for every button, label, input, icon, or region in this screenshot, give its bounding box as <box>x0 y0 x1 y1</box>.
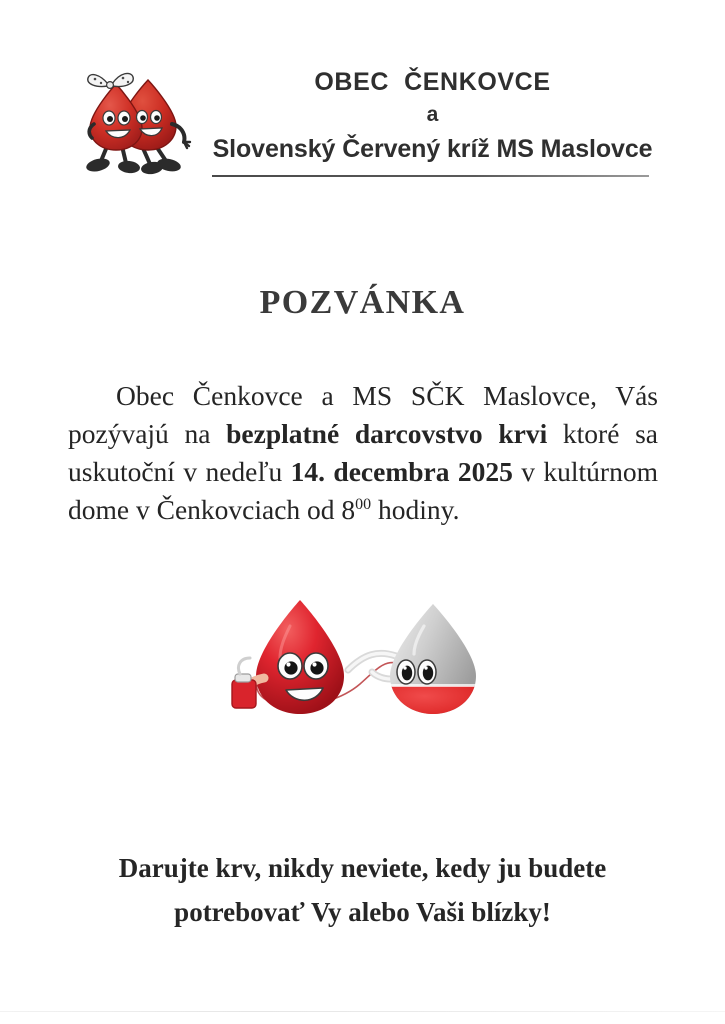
header-title-block <box>205 66 660 165</box>
body-segment-activity: bezplatné darcovstvo krvi <box>226 418 548 449</box>
red-blood-drop-donor-icon <box>232 600 344 714</box>
organization-name-village: OBEC ČENKOVCE <box>314 68 551 96</box>
body-segment-connector: ktoré sa uskutoční v nedeľu <box>68 418 658 487</box>
body-segment-intro: Obec Čenkovce a MS SČK Maslovce, Vás pozývajú na <box>68 380 658 449</box>
grey-blood-drop-recipient-icon <box>386 604 482 720</box>
body-segment-time-minutes: 00 <box>355 495 372 513</box>
donation-slogan <box>55 846 670 934</box>
bow-icon <box>88 73 133 88</box>
document-header <box>0 58 725 193</box>
two-blood-drop-mascots-logo <box>68 60 198 185</box>
blood-donation-drops-illustration <box>228 592 503 727</box>
scan-edge-line <box>0 1011 725 1012</box>
slogan-line-2: potrebovať Vy alebo Vaši blízky! <box>174 897 551 927</box>
organization-name-red-cross: Slovenský Červený kríž MS Maslovce <box>212 135 653 163</box>
invitation-body <box>68 377 658 529</box>
page-title: POZVÁNKA <box>259 284 466 321</box>
body-segment-date: 14. decembra 2025 <box>290 456 513 487</box>
body-text-plain <box>68 380 658 525</box>
slogan-line-1: Darujte krv, nikdy neviete, kedy ju budete <box>118 853 607 883</box>
header-conjunction: a <box>426 103 439 126</box>
body-segment-venue: v kultúrnom dome v Čenkovciach od 8 <box>68 456 658 525</box>
header-divider <box>212 175 649 177</box>
body-segment-closing: hodiny. <box>371 494 460 525</box>
